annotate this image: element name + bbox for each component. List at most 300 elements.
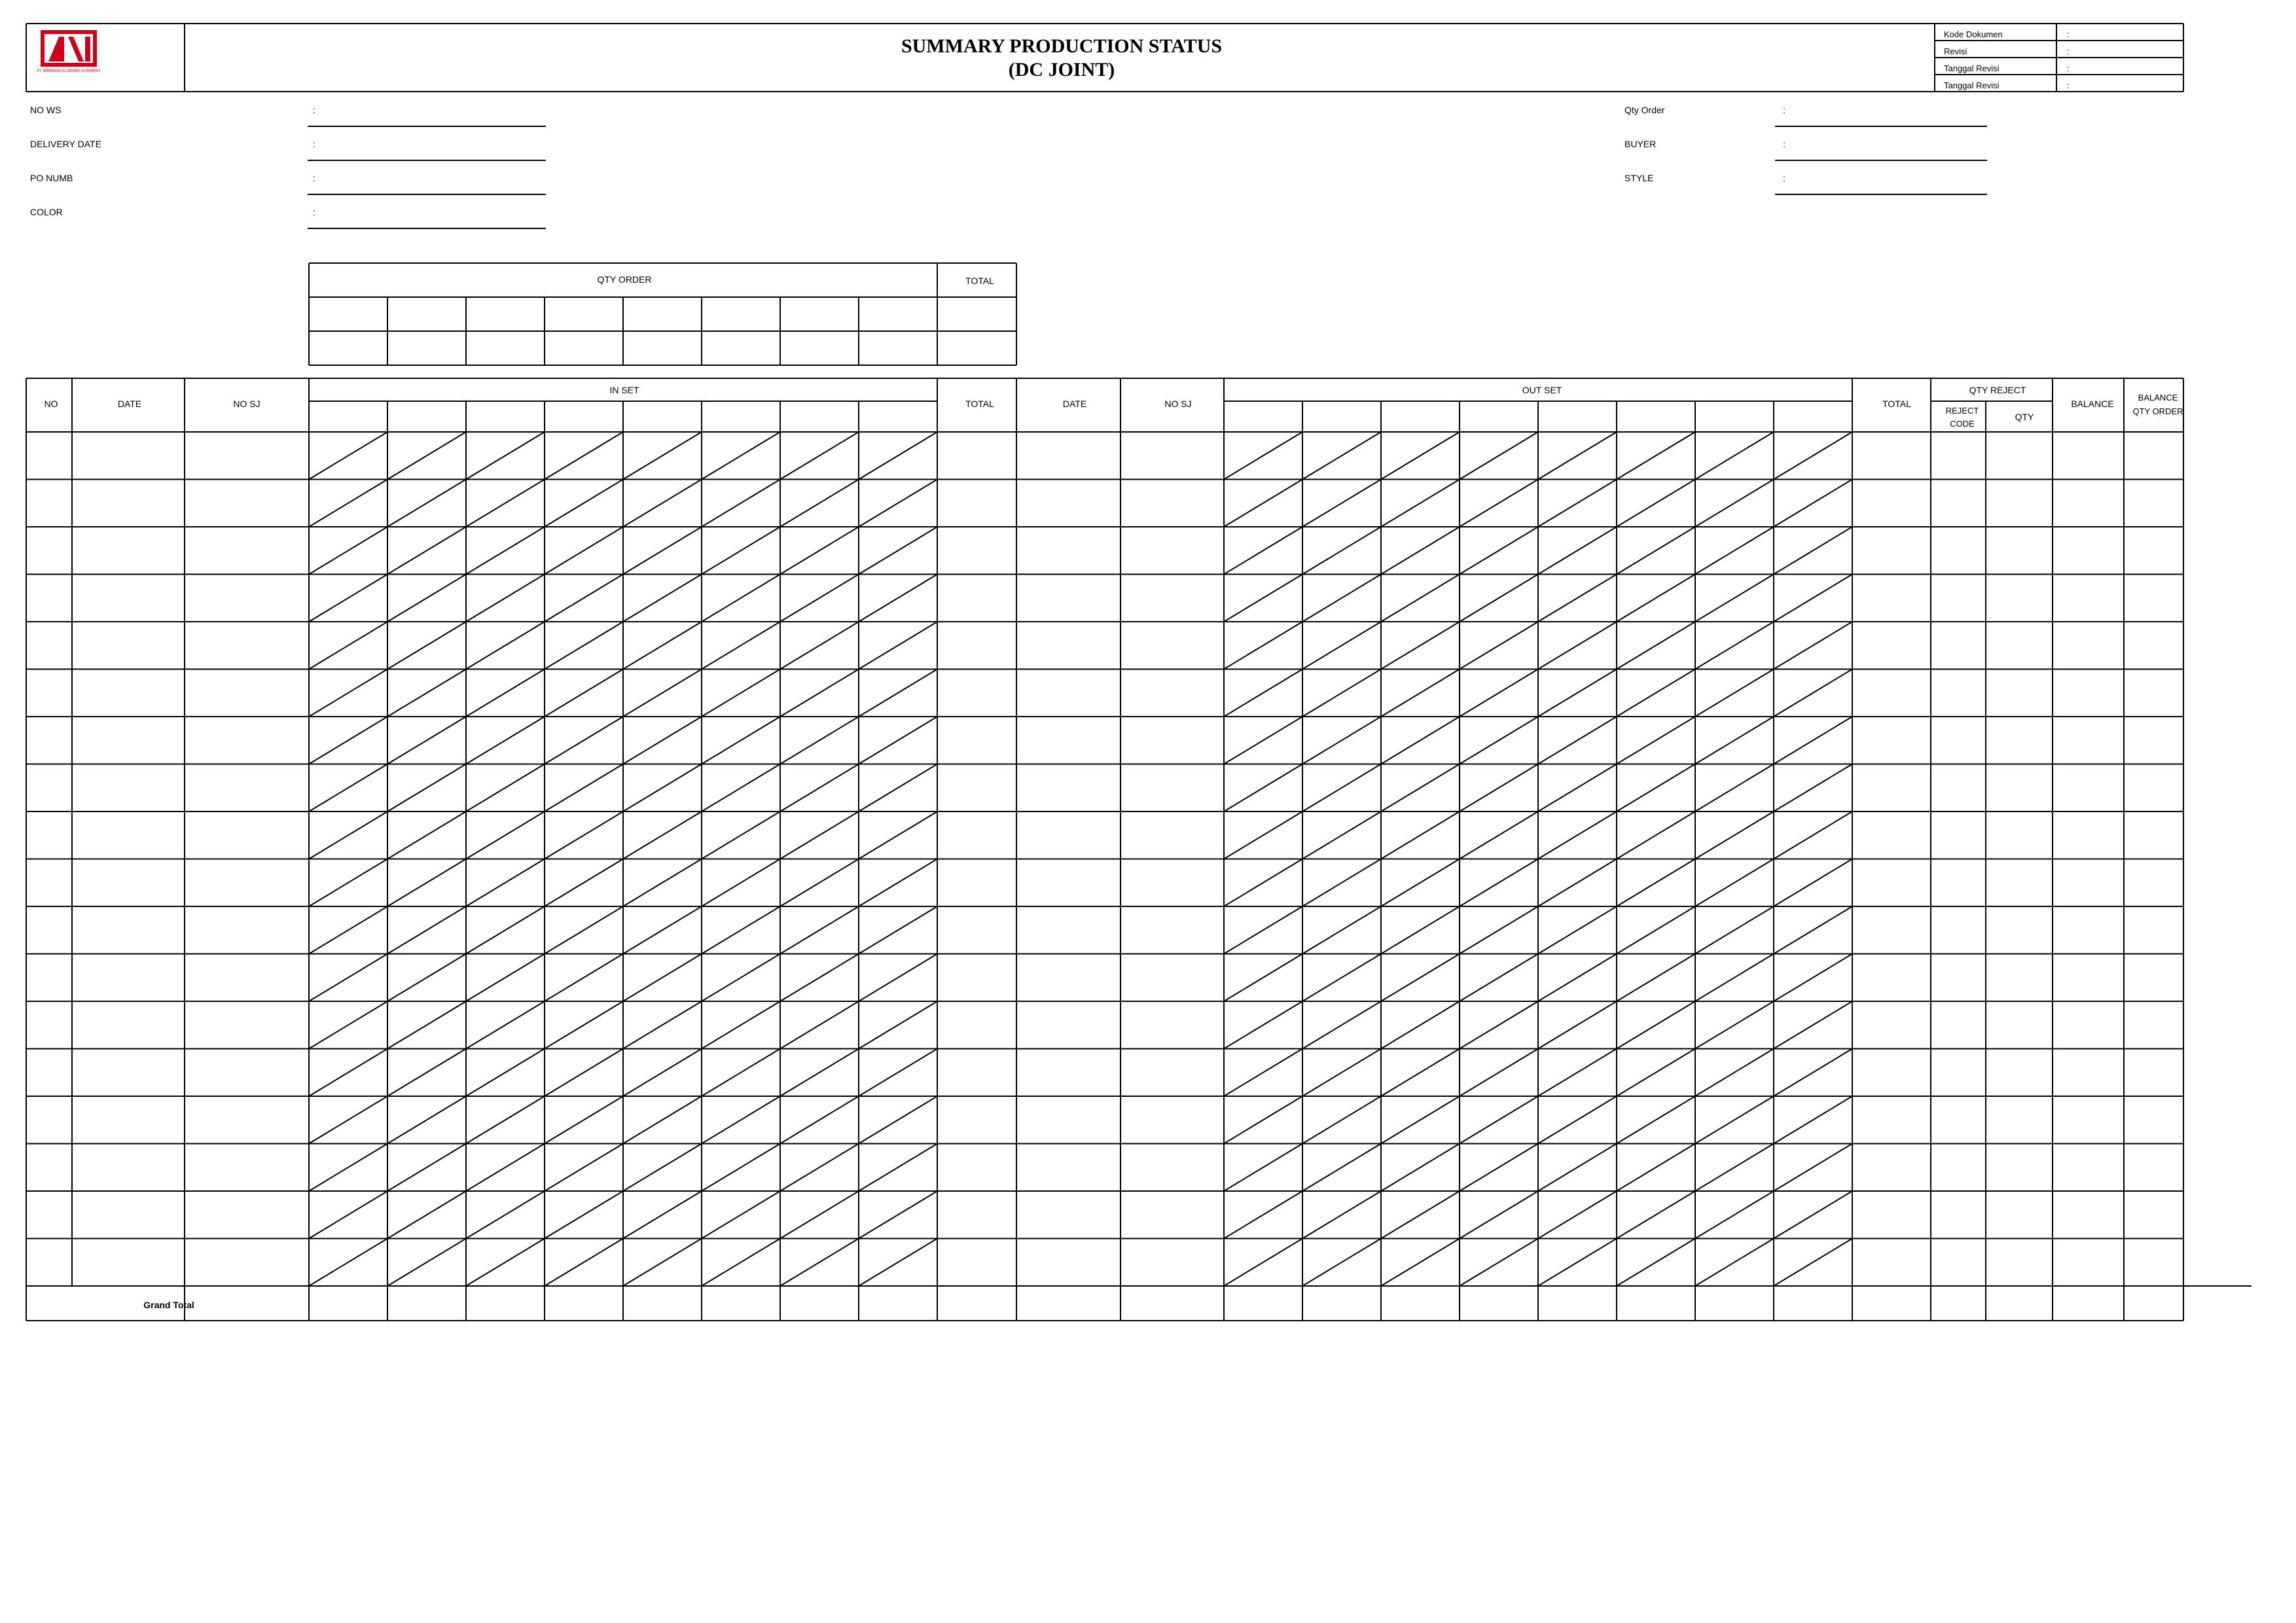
in-set-diagonal <box>466 575 545 622</box>
out-set-diagonal <box>1695 669 1774 717</box>
in-set-diagonal <box>780 906 859 954</box>
in-set-diagonal <box>309 1049 387 1097</box>
out-set-diagonal <box>1774 1191 1852 1239</box>
in-set-diagonal <box>859 622 937 669</box>
out-set-diagonal <box>1302 575 1381 622</box>
in-set-diagonal <box>387 954 466 1002</box>
in-set-diagonal <box>780 1001 859 1049</box>
in-set-diagonal <box>309 717 387 764</box>
out-set-diagonal <box>1460 432 1538 480</box>
out-set-diagonal <box>1617 1144 1695 1192</box>
in-set-diagonal <box>780 812 859 859</box>
out-set-diagonal <box>1538 859 1617 907</box>
delivery-date-label: DELIVERY DATE <box>30 139 101 149</box>
col-balance-qty-order-header-1: BALANCE <box>2138 393 2178 402</box>
out-set-diagonal <box>1460 669 1538 717</box>
out-set-diagonal <box>1695 1144 1774 1192</box>
in-set-diagonal <box>702 575 780 622</box>
out-set-diagonal <box>1302 432 1381 480</box>
out-set-diagonal <box>1617 1049 1695 1097</box>
in-set-diagonal <box>702 859 780 907</box>
col-no-header: NO <box>44 399 58 409</box>
in-set-diagonal <box>623 527 702 575</box>
out-set-diagonal <box>1538 717 1617 764</box>
out-set-diagonal <box>1538 906 1617 954</box>
out-set-diagonal <box>1381 622 1460 669</box>
in-set-diagonal <box>780 432 859 480</box>
in-set-diagonal <box>545 906 623 954</box>
qty-order-table-total-header: TOTAL <box>965 276 994 286</box>
in-set-diagonal <box>702 1144 780 1192</box>
out-set-diagonal <box>1381 1001 1460 1049</box>
in-set-diagonal <box>623 432 702 480</box>
in-set-diagonal <box>545 527 623 575</box>
in-set-diagonal <box>623 812 702 859</box>
out-set-diagonal <box>1538 432 1617 480</box>
out-set-diagonal <box>1695 906 1774 954</box>
in-set-diagonal <box>859 1049 937 1097</box>
style-label: STYLE <box>1624 173 1654 183</box>
in-set-diagonal <box>545 669 623 717</box>
col-reject-code-header-2: CODE <box>1950 419 1975 429</box>
out-set-diagonal <box>1224 669 1302 717</box>
in-set-diagonal <box>309 432 387 480</box>
out-set-diagonal <box>1460 954 1538 1002</box>
in-set-diagonal <box>859 812 937 859</box>
out-set-diagonal <box>1381 1191 1460 1239</box>
col-qty-reject-header: QTY REJECT <box>1969 385 2026 395</box>
in-set-diagonal <box>309 622 387 669</box>
out-set-diagonal <box>1224 717 1302 764</box>
in-set-diagonal <box>545 764 623 812</box>
out-set-diagonal <box>1224 432 1302 480</box>
out-set-diagonal <box>1774 1239 1852 1287</box>
in-set-diagonal <box>545 480 623 527</box>
in-set-diagonal <box>387 1049 466 1097</box>
out-set-diagonal <box>1538 1144 1617 1192</box>
out-set-diagonal <box>1224 954 1302 1002</box>
in-set-diagonal <box>387 480 466 527</box>
in-set-diagonal <box>309 906 387 954</box>
in-set-diagonal <box>859 575 937 622</box>
col-date-out-header: DATE <box>1062 399 1087 409</box>
buyer-label: BUYER <box>1624 139 1657 149</box>
in-set-diagonal <box>859 1096 937 1144</box>
out-set-diagonal <box>1774 812 1852 859</box>
out-set-diagonal <box>1695 1049 1774 1097</box>
in-set-diagonal <box>623 575 702 622</box>
out-set-diagonal <box>1460 480 1538 527</box>
color-label: COLOR <box>30 207 63 217</box>
in-set-diagonal <box>702 764 780 812</box>
out-set-diagonal <box>1695 1239 1774 1287</box>
in-set-diagonal <box>545 1191 623 1239</box>
in-set-diagonal <box>466 669 545 717</box>
out-set-diagonal <box>1224 1049 1302 1097</box>
in-set-diagonal <box>623 1191 702 1239</box>
in-set-diagonal <box>466 717 545 764</box>
out-set-diagonal <box>1460 575 1538 622</box>
in-set-diagonal <box>545 432 623 480</box>
out-set-diagonal <box>1224 622 1302 669</box>
out-set-diagonal <box>1224 1191 1302 1239</box>
doc-kode-dokumen-label: Kode Dokumen <box>1944 29 2003 39</box>
in-set-diagonal <box>780 622 859 669</box>
out-set-diagonal <box>1381 669 1460 717</box>
out-set-diagonal <box>1695 812 1774 859</box>
qty-order-colon: : <box>1783 105 1785 115</box>
in-set-diagonal <box>859 480 937 527</box>
in-set-diagonal <box>702 622 780 669</box>
out-set-diagonal <box>1460 1096 1538 1144</box>
in-set-diagonal <box>702 1191 780 1239</box>
no-ws-colon: : <box>313 105 315 115</box>
col-total-out-header: TOTAL <box>1882 399 1911 409</box>
in-set-diagonal <box>623 1144 702 1192</box>
in-set-diagonal <box>623 1049 702 1097</box>
out-set-diagonal <box>1695 1191 1774 1239</box>
out-set-diagonal <box>1774 480 1852 527</box>
in-set-diagonal <box>623 1239 702 1287</box>
logo-caption: PT NIRWANA ALABARE GARMENT <box>37 69 101 73</box>
in-set-diagonal <box>859 954 937 1002</box>
in-set-diagonal <box>780 954 859 1002</box>
out-set-diagonal <box>1538 575 1617 622</box>
out-set-diagonal <box>1617 906 1695 954</box>
in-set-diagonal <box>466 906 545 954</box>
out-set-diagonal <box>1381 1096 1460 1144</box>
in-set-diagonal <box>780 575 859 622</box>
in-set-diagonal <box>859 717 937 764</box>
in-set-diagonal <box>702 906 780 954</box>
out-set-diagonal <box>1617 859 1695 907</box>
in-set-diagonal <box>545 1144 623 1192</box>
in-set-diagonal <box>309 575 387 622</box>
in-set-diagonal <box>466 1049 545 1097</box>
page-title: SUMMARY PRODUCTION STATUS <box>901 35 1223 57</box>
out-set-diagonal <box>1538 954 1617 1002</box>
in-set-diagonal <box>466 1239 545 1287</box>
in-set-diagonal <box>387 1144 466 1192</box>
out-set-diagonal <box>1460 812 1538 859</box>
in-set-diagonal <box>387 575 466 622</box>
in-set-diagonal <box>780 859 859 907</box>
in-set-diagonal <box>702 1239 780 1287</box>
out-set-diagonal <box>1695 622 1774 669</box>
out-set-diagonal <box>1224 906 1302 954</box>
out-set-diagonal <box>1224 1144 1302 1192</box>
out-set-diagonal <box>1617 812 1695 859</box>
col-out-set-header: OUT SET <box>1522 385 1562 395</box>
in-set-diagonal <box>859 432 937 480</box>
out-set-diagonal <box>1774 717 1852 764</box>
in-set-diagonal <box>466 954 545 1002</box>
col-reject-code-header-1: REJECT <box>1945 406 1979 416</box>
out-set-diagonal <box>1302 1049 1381 1097</box>
in-set-diagonal <box>623 859 702 907</box>
in-set-diagonal <box>780 527 859 575</box>
out-set-diagonal <box>1224 575 1302 622</box>
out-set-diagonal <box>1381 575 1460 622</box>
in-set-diagonal <box>387 1191 466 1239</box>
out-set-diagonal <box>1460 1049 1538 1097</box>
out-set-diagonal <box>1538 527 1617 575</box>
out-set-diagonal <box>1538 669 1617 717</box>
out-set-diagonal <box>1695 1001 1774 1049</box>
doc-revisi-label: Revisi <box>1944 46 1967 56</box>
doc-kode-dokumen-colon: : <box>2067 29 2070 39</box>
out-set-diagonal <box>1460 906 1538 954</box>
in-set-diagonal <box>309 1096 387 1144</box>
in-set-diagonal <box>545 1239 623 1287</box>
in-set-diagonal <box>702 1049 780 1097</box>
out-set-diagonal <box>1381 527 1460 575</box>
out-set-diagonal <box>1538 812 1617 859</box>
out-set-diagonal <box>1302 717 1381 764</box>
in-set-diagonal <box>780 1096 859 1144</box>
out-set-diagonal <box>1381 906 1460 954</box>
out-set-diagonal <box>1695 954 1774 1002</box>
out-set-diagonal <box>1774 669 1852 717</box>
company-logo <box>37 29 101 76</box>
out-set-diagonal <box>1538 1191 1617 1239</box>
in-set-diagonal <box>387 906 466 954</box>
out-set-diagonal <box>1695 527 1774 575</box>
doc-tanggal-revisi-colon: : <box>2067 63 2070 73</box>
grand-total-label: Grand Total <box>143 1300 194 1310</box>
in-set-diagonal <box>545 717 623 764</box>
out-set-diagonal <box>1224 812 1302 859</box>
in-set-diagonal <box>702 1001 780 1049</box>
in-set-diagonal <box>859 1001 937 1049</box>
col-no-sj-header: NO SJ <box>233 399 260 409</box>
in-set-diagonal <box>623 764 702 812</box>
in-set-diagonal <box>309 1239 387 1287</box>
in-set-diagonal <box>780 669 859 717</box>
out-set-diagonal <box>1538 1239 1617 1287</box>
out-set-diagonal <box>1460 764 1538 812</box>
out-set-diagonal <box>1381 764 1460 812</box>
out-set-diagonal <box>1617 764 1695 812</box>
in-set-diagonal <box>780 1049 859 1097</box>
out-set-diagonal <box>1381 1239 1460 1287</box>
out-set-diagonal <box>1617 622 1695 669</box>
out-set-diagonal <box>1538 622 1617 669</box>
out-set-diagonal <box>1695 764 1774 812</box>
in-set-diagonal <box>780 1144 859 1192</box>
in-set-diagonal <box>702 480 780 527</box>
out-set-diagonal <box>1381 432 1460 480</box>
out-set-diagonal <box>1381 954 1460 1002</box>
out-set-diagonal <box>1774 906 1852 954</box>
in-set-diagonal <box>623 669 702 717</box>
out-set-diagonal <box>1695 480 1774 527</box>
in-set-diagonal <box>466 1144 545 1192</box>
col-balance-qty-order-header-2: QTY ORDER <box>2132 406 2183 416</box>
col-reject-qty-header: QTY <box>2015 412 2034 422</box>
out-set-diagonal <box>1224 1096 1302 1144</box>
col-no-sj-out-header: NO SJ <box>1164 399 1192 409</box>
in-set-diagonal <box>780 1239 859 1287</box>
out-set-diagonal <box>1302 1096 1381 1144</box>
out-set-diagonal <box>1774 1096 1852 1144</box>
color-colon: : <box>313 207 315 217</box>
doc-revisi-colon: : <box>2067 46 2070 56</box>
out-set-diagonal <box>1302 669 1381 717</box>
out-set-diagonal <box>1224 859 1302 907</box>
out-set-diagonal <box>1617 432 1695 480</box>
in-set-diagonal <box>702 1096 780 1144</box>
in-set-diagonal <box>466 1191 545 1239</box>
out-set-diagonal <box>1460 1001 1538 1049</box>
out-set-diagonal <box>1460 1191 1538 1239</box>
col-total-in-header: TOTAL <box>965 399 994 409</box>
in-set-diagonal <box>623 717 702 764</box>
out-set-diagonal <box>1460 1144 1538 1192</box>
in-set-diagonal <box>780 717 859 764</box>
out-set-diagonal <box>1460 859 1538 907</box>
out-set-diagonal <box>1538 1001 1617 1049</box>
col-date-header: DATE <box>117 399 142 409</box>
out-set-diagonal <box>1381 1144 1460 1192</box>
in-set-diagonal <box>466 812 545 859</box>
in-set-diagonal <box>309 1191 387 1239</box>
in-set-diagonal <box>387 812 466 859</box>
out-set-diagonal <box>1774 764 1852 812</box>
out-set-diagonal <box>1381 717 1460 764</box>
in-set-diagonal <box>545 859 623 907</box>
in-set-diagonal <box>387 432 466 480</box>
in-set-diagonal <box>623 1096 702 1144</box>
out-set-diagonal <box>1302 1191 1381 1239</box>
in-set-diagonal <box>387 717 466 764</box>
in-set-diagonal <box>466 527 545 575</box>
out-set-diagonal <box>1695 432 1774 480</box>
in-set-diagonal <box>545 1096 623 1144</box>
out-set-diagonal <box>1617 1191 1695 1239</box>
out-set-diagonal <box>1460 622 1538 669</box>
in-set-diagonal <box>309 859 387 907</box>
doc-tanggal-revisi-2-colon: : <box>2067 80 2070 90</box>
out-set-diagonal <box>1617 954 1695 1002</box>
out-set-diagonal <box>1460 717 1538 764</box>
out-set-diagonal <box>1695 1096 1774 1144</box>
out-set-diagonal <box>1617 575 1695 622</box>
in-set-diagonal <box>780 1191 859 1239</box>
in-set-diagonal <box>387 669 466 717</box>
in-set-diagonal <box>545 1049 623 1097</box>
out-set-diagonal <box>1774 527 1852 575</box>
out-set-diagonal <box>1224 764 1302 812</box>
out-set-diagonal <box>1695 859 1774 907</box>
in-set-diagonal <box>702 954 780 1002</box>
doc-tanggal-revisi-2-label: Tanggal Revisi <box>1944 80 2000 90</box>
out-set-diagonal <box>1302 1239 1381 1287</box>
out-set-diagonal <box>1302 1144 1381 1192</box>
out-set-diagonal <box>1617 480 1695 527</box>
out-set-diagonal <box>1224 1239 1302 1287</box>
out-set-diagonal <box>1302 622 1381 669</box>
out-set-diagonal <box>1302 1001 1381 1049</box>
out-set-diagonal <box>1224 1001 1302 1049</box>
doc-tanggal-revisi-label: Tanggal Revisi <box>1944 63 2000 73</box>
in-set-diagonal <box>545 622 623 669</box>
in-set-diagonal <box>466 1001 545 1049</box>
in-set-diagonal <box>859 527 937 575</box>
out-set-diagonal <box>1774 575 1852 622</box>
in-set-diagonal <box>859 1191 937 1239</box>
in-set-diagonal <box>859 764 937 812</box>
col-in-set-header: IN SET <box>609 385 639 395</box>
out-set-diagonal <box>1617 669 1695 717</box>
buyer-colon: : <box>1783 139 1785 149</box>
out-set-diagonal <box>1695 575 1774 622</box>
page-subtitle: (DC JOINT) <box>1008 59 1115 80</box>
out-set-diagonal <box>1381 1049 1460 1097</box>
in-set-diagonal <box>702 812 780 859</box>
qty-order-table-header: QTY ORDER <box>597 274 652 285</box>
in-set-diagonal <box>623 1001 702 1049</box>
in-set-diagonal <box>309 1001 387 1049</box>
in-set-diagonal <box>545 575 623 622</box>
in-set-diagonal <box>387 1096 466 1144</box>
in-set-diagonal <box>387 764 466 812</box>
in-set-diagonal <box>859 669 937 717</box>
out-set-diagonal <box>1617 717 1695 764</box>
in-set-diagonal <box>859 1239 937 1287</box>
out-set-diagonal <box>1460 527 1538 575</box>
out-set-diagonal <box>1774 432 1852 480</box>
out-set-diagonal <box>1774 859 1852 907</box>
out-set-diagonal <box>1381 480 1460 527</box>
out-set-diagonal <box>1302 954 1381 1002</box>
in-set-diagonal <box>545 954 623 1002</box>
in-set-diagonal <box>309 480 387 527</box>
in-set-diagonal <box>702 717 780 764</box>
in-set-diagonal <box>545 812 623 859</box>
out-set-diagonal <box>1774 954 1852 1002</box>
out-set-diagonal <box>1774 1049 1852 1097</box>
out-set-diagonal <box>1302 859 1381 907</box>
in-set-diagonal <box>466 859 545 907</box>
in-set-diagonal <box>387 1001 466 1049</box>
out-set-diagonal <box>1617 1239 1695 1287</box>
out-set-diagonal <box>1302 906 1381 954</box>
out-set-diagonal <box>1538 1049 1617 1097</box>
no-ws-label: NO WS <box>30 105 62 115</box>
in-set-diagonal <box>309 764 387 812</box>
in-set-diagonal <box>309 954 387 1002</box>
out-set-diagonal <box>1224 480 1302 527</box>
out-set-diagonal <box>1460 1239 1538 1287</box>
in-set-diagonal <box>702 527 780 575</box>
out-set-diagonal <box>1302 764 1381 812</box>
po-numb-label: PO NUMB <box>30 173 73 183</box>
in-set-diagonal <box>859 906 937 954</box>
in-set-diagonal <box>702 669 780 717</box>
out-set-diagonal <box>1302 527 1381 575</box>
qty-order-label: Qty Order <box>1624 105 1665 115</box>
in-set-diagonal <box>545 1001 623 1049</box>
out-set-diagonal <box>1774 1144 1852 1192</box>
in-set-diagonal <box>309 669 387 717</box>
in-set-diagonal <box>387 527 466 575</box>
in-set-diagonal <box>309 1144 387 1192</box>
in-set-diagonal <box>623 622 702 669</box>
in-set-diagonal <box>623 480 702 527</box>
in-set-diagonal <box>859 859 937 907</box>
in-set-diagonal <box>623 906 702 954</box>
